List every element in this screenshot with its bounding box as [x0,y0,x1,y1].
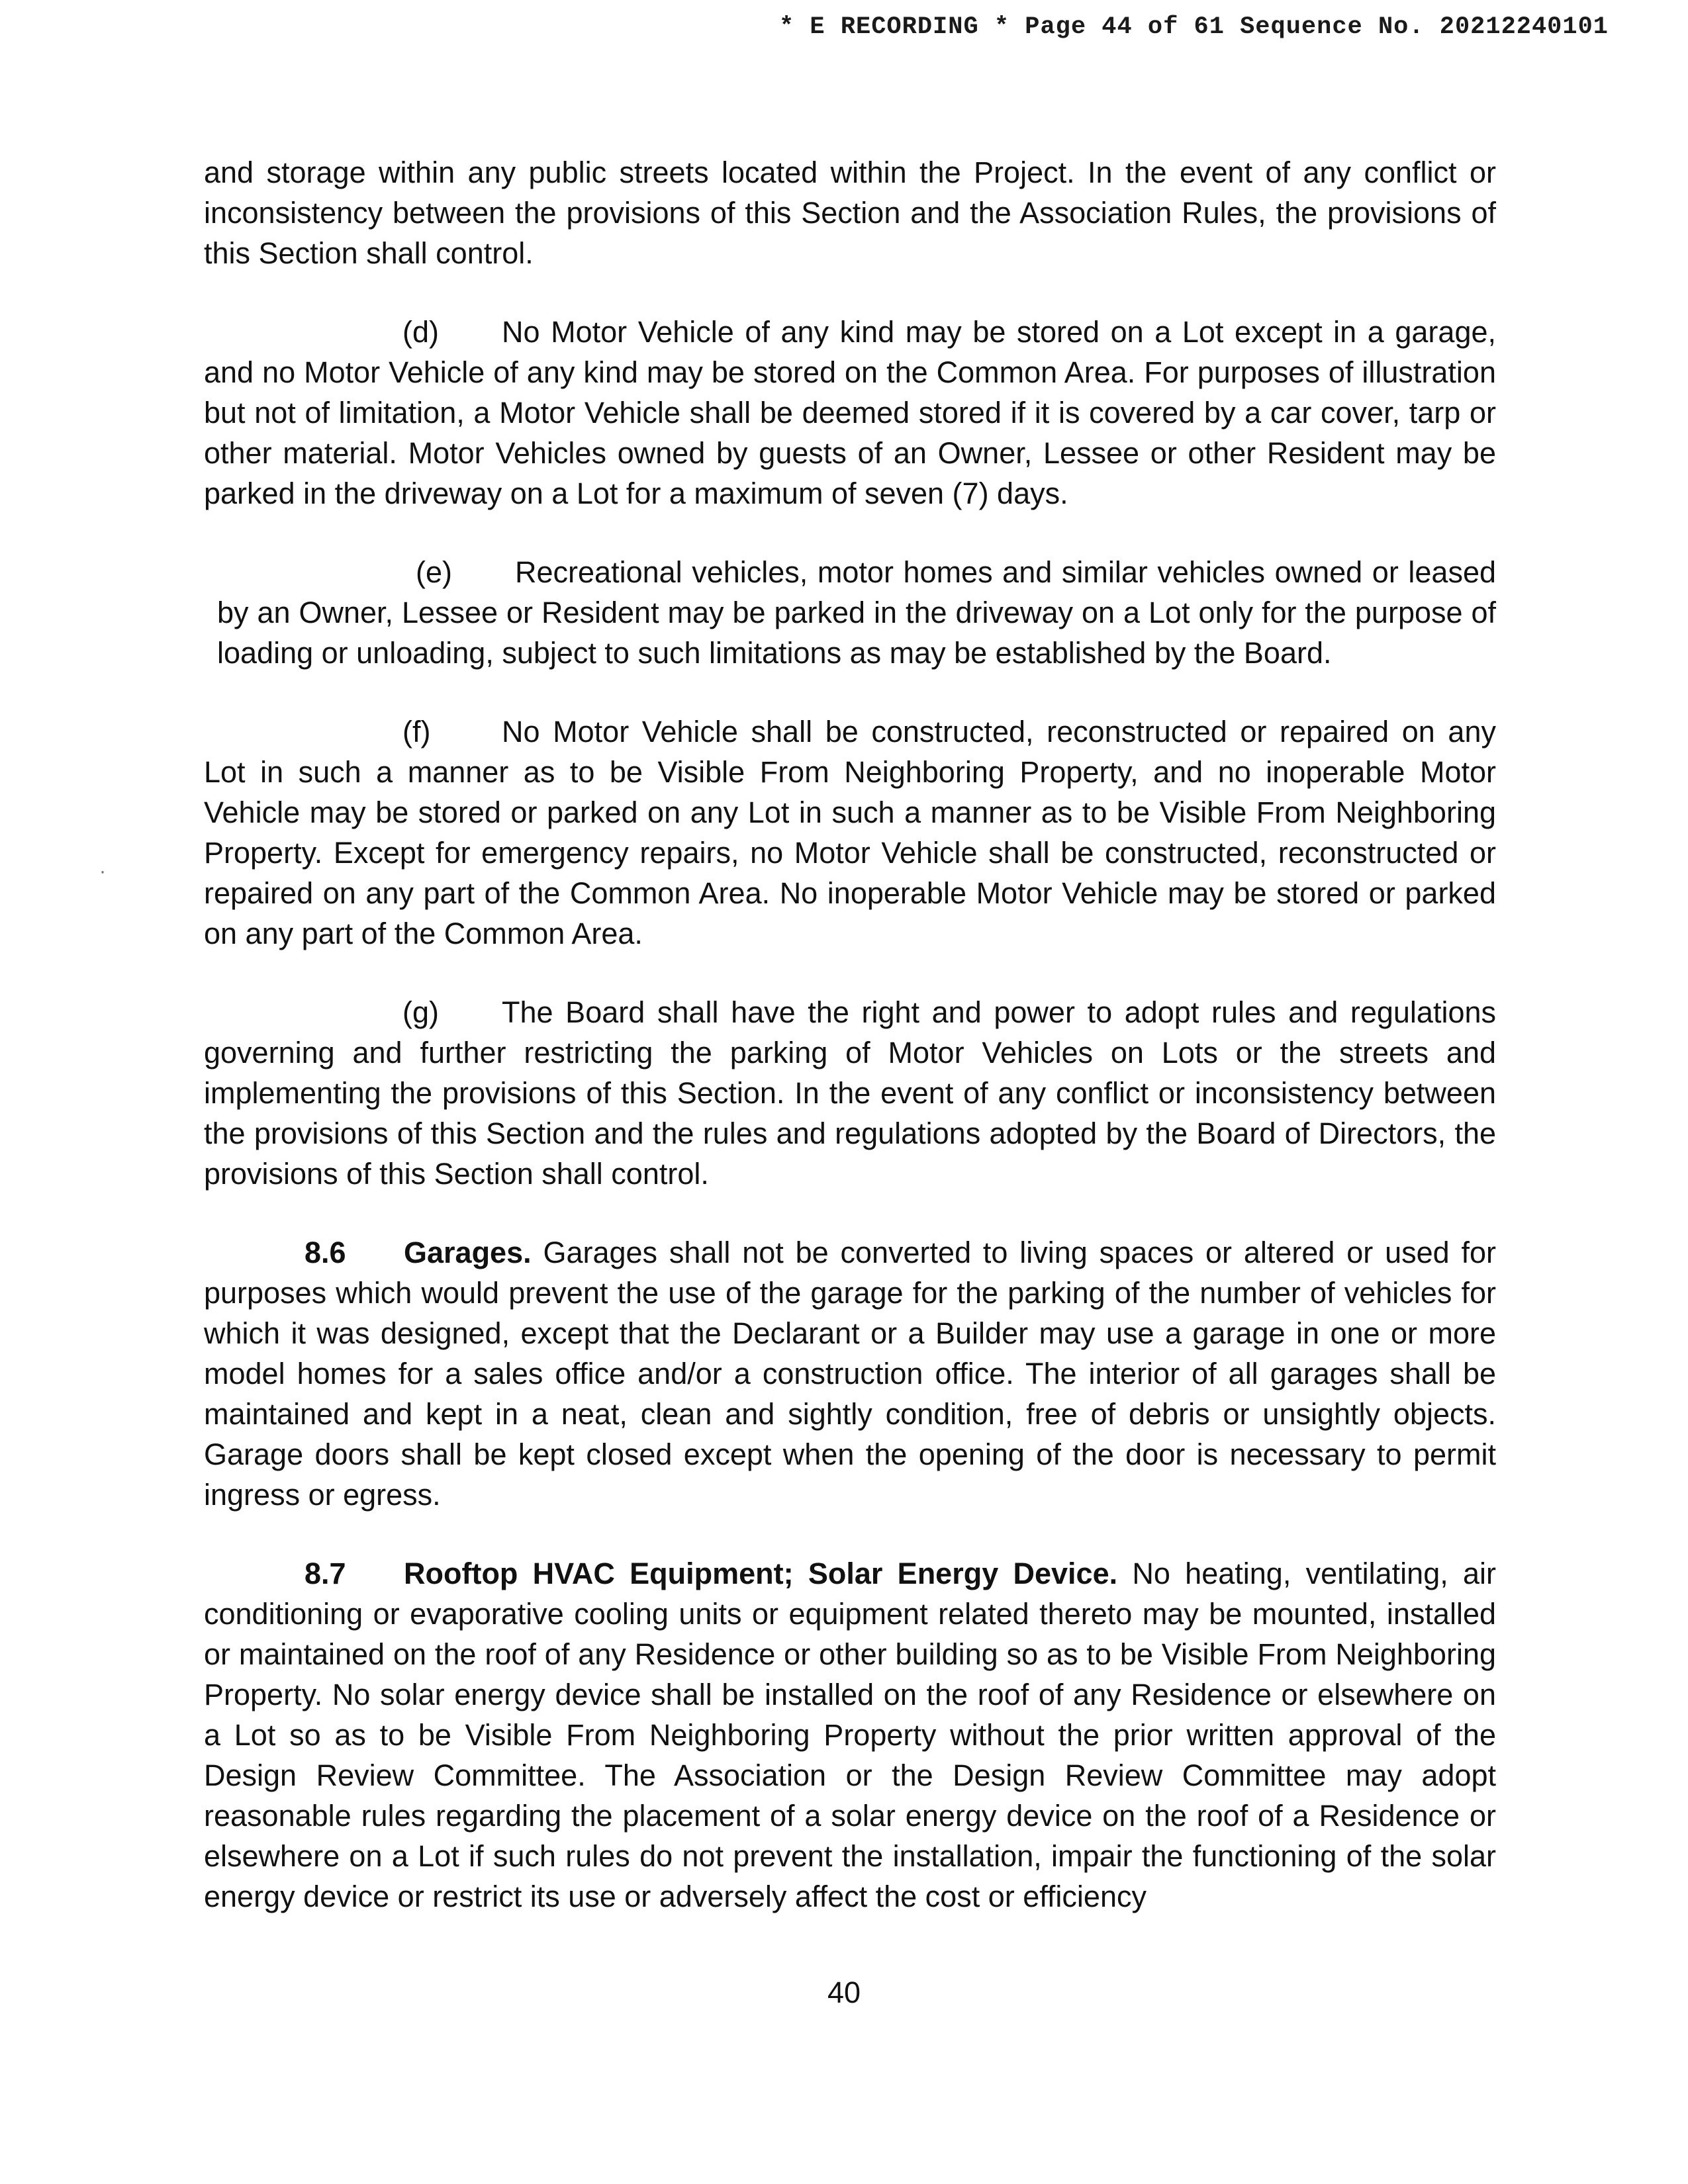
margin-mark: · [99,860,106,882]
paragraph-intro: and storage within any public streets located within the Project. In the event of any conflict or inconsistency between the provisions of this Section and the Association Rules, the provisions of this Section shall control. [204,156,1496,270]
paragraph-e [204,552,1496,673]
document-body [204,152,1496,1955]
section-8-7-number: 8.7 [305,1557,346,1590]
paragraph-f [204,711,1496,954]
section-8-6-number: 8.6 [305,1236,346,1269]
paragraph-g [204,992,1496,1194]
recording-header: * E RECORDING * Page 44 of 61 Sequence No. 20212240101 [779,13,1609,41]
paragraph-g-marker: (g) [402,995,439,1029]
paragraph-g-text: The Board shall have the right and power to adopt rules and regulations governing and further restricting the parking of Motor Vehicles on Lots or the streets and implementing the provisions of this Section. In the event of any conflict or inconsistency between the provisions of this Section and the rules and regulations adopted by the Board of Directors, the provisions of this Section shall control. [204,995,1496,1191]
section-8-6-text: Garages shall not be converted to living spaces or altered or used for purposes which would prevent the use of the garage for the parking of the number of vehicles for which it was designed, except that the Declarant or a Builder may use a garage in one or more model homes for a sales office and/or a construction office. The interior of all garages shall be maintained and kept in a neat, clean and sightly condition, free of debris or unsightly objects. Garage doors shall be kept closed except when the opening of the door is necessary to permit ingress or egress. [204,1236,1496,1512]
paragraph-f-marker: (f) [402,715,431,749]
paragraph-f-text: No Motor Vehicle shall be constructed, reconstructed or repaired on any Lot in such a manner as to be Visible From Neighboring Property, and no inoperable Motor Vehicle may be stored or parked on any Lot in such a manner as to be Visible From Neighboring Property. Except for emergency repairs, no Motor Vehicle shall be constructed, reconstructed or repaired on any part of the Common Area. No inoperable Motor Vehicle may be stored or parked on any part of the Common Area. [204,715,1496,950]
section-8-6 [204,1232,1496,1515]
page-number: 40 [827,1976,861,2009]
paragraph-e-marker: (e) [416,555,452,589]
paragraph-d-text: No Motor Vehicle of any kind may be stored on a Lot except in a garage, and no Motor Vehicle of any kind may be stored on the Common Area. For purposes of illustration but not of limitation, a Motor Vehicle shall be deemed stored if it is covered by a car cover, tarp or other material. Motor Vehicles owned by guests of an Owner, Lessee or other Resident may be parked in the driveway on a Lot for a maximum of seven (7) days. [204,315,1496,510]
section-8-7 [204,1553,1496,1917]
section-8-7-text: No heating, ventilating, air conditioning or evaporative cooling units or equipment related thereto may be mounted, installed or maintained on the roof of any Residence or other building so as to be Visible From Neighboring Property. No solar energy device shall be installed on the roof of any Residence or elsewhere on a Lot so as to be Visible From Neighboring Property without the prior written approval of the Design Review Committee. The Association or the Design Review Committee may adopt reasonable rules regarding the placement of a solar energy device on the roof of a Residence or elsewhere on a Lot if such rules do not prevent the installation, impair the functioning of the solar energy device or restrict its use or adversely affect the cost or efficiency [204,1557,1496,1913]
section-8-6-title: Garages. [404,1236,532,1269]
paragraph-d-marker: (d) [402,315,439,349]
paragraph-d [204,312,1496,514]
paragraph-e-text: Recreational vehicles, motor homes and similar vehicles owned or leased by an Owner, Lessee or Resident may be parked in the driveway on a Lot only for the purpose of loading or unloading, subject to such limitations as may be established by the Board. [217,555,1496,670]
section-8-7-title: Rooftop HVAC Equipment; Solar Energy Device. [404,1557,1118,1590]
